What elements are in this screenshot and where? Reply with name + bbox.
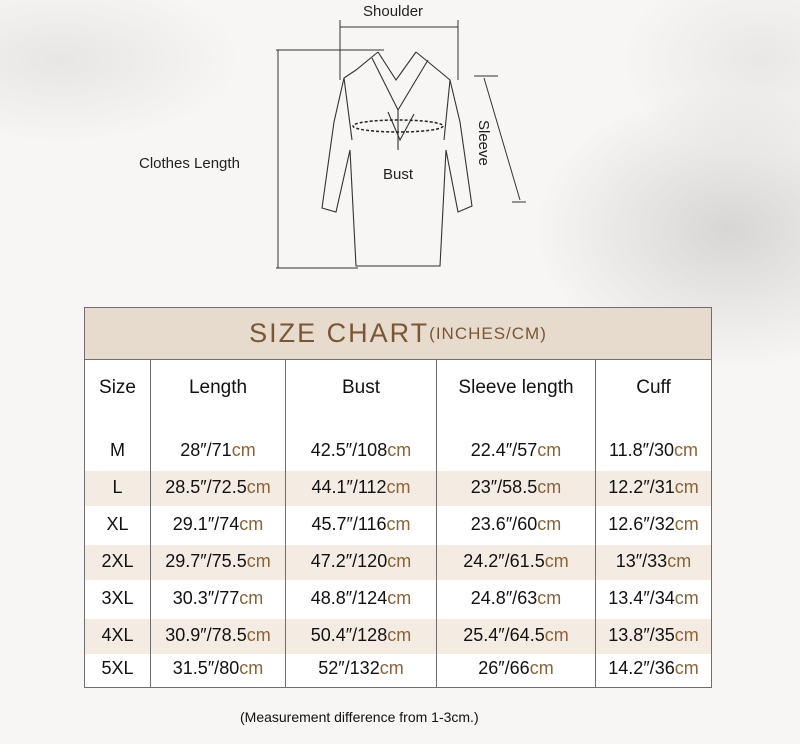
cell-unit: cm bbox=[239, 514, 264, 534]
cell-unit: cm bbox=[387, 440, 412, 460]
table-cell bbox=[437, 506, 595, 543]
cell-unit: cm bbox=[674, 625, 699, 645]
table-cell: 3XL bbox=[101, 588, 134, 608]
table-cell bbox=[596, 469, 711, 506]
table-column-cuff bbox=[596, 360, 711, 687]
table-cell: 2XL bbox=[101, 551, 134, 571]
robe-outline bbox=[322, 52, 472, 266]
table-cell bbox=[286, 469, 436, 506]
cell-value: 13″/33 bbox=[615, 551, 668, 571]
table-column-bust bbox=[286, 360, 437, 687]
table-cell bbox=[286, 432, 436, 469]
cell-unit: cm bbox=[387, 625, 412, 645]
shoulder-label: Shoulder bbox=[363, 3, 424, 20]
table-header-cell: Cuff bbox=[636, 377, 671, 398]
cell-value: 24.8″/63 bbox=[470, 588, 538, 608]
bust-label: Bust bbox=[383, 166, 414, 183]
table-cell bbox=[596, 432, 711, 469]
cell-value: 45.7″/116 bbox=[311, 514, 387, 534]
cell-unit: cm bbox=[379, 658, 404, 678]
table-cell bbox=[437, 617, 595, 654]
table-cell bbox=[151, 580, 285, 617]
table-cell bbox=[596, 543, 711, 580]
table-cell bbox=[286, 617, 436, 654]
cell-unit: cm bbox=[544, 625, 569, 645]
cell-value: 14.2″/36 bbox=[608, 658, 675, 678]
table-column-sleeve bbox=[437, 360, 596, 687]
table-cell bbox=[596, 650, 711, 687]
cell-value: 23.6″/60 bbox=[470, 514, 538, 534]
cell-value: 47.2″/120 bbox=[310, 551, 388, 571]
table-cell bbox=[151, 617, 285, 654]
cell-unit: cm bbox=[387, 551, 412, 571]
cell-value: 52″/132 bbox=[318, 658, 380, 678]
table-cell bbox=[151, 650, 285, 687]
table-cell bbox=[596, 580, 711, 617]
table-header-cell: Bust bbox=[341, 377, 381, 398]
cell-value: 26″/66 bbox=[478, 658, 530, 678]
table-cell bbox=[151, 506, 285, 543]
cell-unit: cm bbox=[537, 588, 562, 608]
cell-unit: cm bbox=[674, 588, 699, 608]
cell-value: 22.4″/57 bbox=[470, 440, 538, 460]
cell-value: 50.4″/128 bbox=[310, 625, 388, 645]
table-cell bbox=[151, 543, 285, 580]
table-cell bbox=[286, 580, 436, 617]
cell-unit: cm bbox=[529, 658, 554, 678]
table-cell: 4XL bbox=[101, 625, 134, 645]
size-chart-title: SIZE CHART bbox=[249, 318, 430, 348]
table-cell: 5XL bbox=[101, 658, 134, 678]
table-header-cell: Sleeve length bbox=[458, 377, 574, 398]
clothes-length-label: Clothes Length bbox=[139, 155, 240, 172]
table-cell bbox=[151, 432, 285, 469]
cell-unit: cm bbox=[667, 551, 692, 571]
table-cell bbox=[596, 617, 711, 654]
cell-value: 30.9″/78.5 bbox=[165, 625, 247, 645]
table-cell bbox=[596, 506, 711, 543]
cell-unit: cm bbox=[246, 477, 271, 497]
cell-unit: cm bbox=[674, 477, 699, 497]
cell-value: 31.5″/80 bbox=[172, 658, 240, 678]
table-cell: L bbox=[112, 477, 123, 497]
cell-value: 44.1″/112 bbox=[311, 477, 387, 497]
cell-value: 24.2″/61.5 bbox=[463, 551, 545, 571]
size-chart-units: (INCHES/CM) bbox=[429, 323, 547, 343]
table-cell bbox=[286, 506, 436, 543]
cell-unit: cm bbox=[239, 658, 264, 678]
table-cell: XL bbox=[106, 514, 129, 534]
cell-value: 12.6″/32 bbox=[608, 514, 675, 534]
table-header-cell: Size bbox=[99, 377, 136, 398]
cell-value: 48.8″/124 bbox=[310, 588, 388, 608]
cell-value: 12.2″/31 bbox=[608, 477, 675, 497]
robe-measurement-diagram bbox=[0, 0, 800, 300]
table-cell bbox=[151, 469, 285, 506]
table-header-cell: Length bbox=[188, 377, 248, 398]
table-cell bbox=[437, 469, 595, 506]
cell-unit: cm bbox=[537, 440, 562, 460]
cell-value: 28″/71 bbox=[180, 440, 232, 460]
cell-unit: cm bbox=[246, 551, 271, 571]
cell-unit: cm bbox=[537, 514, 562, 534]
cell-value: 30.3″/77 bbox=[172, 588, 240, 608]
cell-unit: cm bbox=[239, 588, 264, 608]
cell-unit: cm bbox=[246, 625, 271, 645]
table-cell bbox=[437, 432, 595, 469]
cell-unit: cm bbox=[386, 477, 411, 497]
cell-value: 29.7″/75.5 bbox=[165, 551, 247, 571]
cell-unit: cm bbox=[231, 440, 256, 460]
cell-value: 13.4″/34 bbox=[608, 588, 675, 608]
cell-value: 29.1″/74 bbox=[172, 514, 240, 534]
table-cell bbox=[437, 650, 595, 687]
cell-value: 42.5″/108 bbox=[310, 440, 388, 460]
cell-value: 23″/58.5 bbox=[470, 477, 538, 497]
cell-value: 11.8″/30 bbox=[608, 440, 675, 460]
cell-unit: cm bbox=[674, 658, 699, 678]
cell-value: 13.8″/35 bbox=[608, 625, 675, 645]
cell-unit: cm bbox=[537, 477, 562, 497]
size-chart-table bbox=[84, 307, 712, 688]
table-cell bbox=[286, 650, 436, 687]
size-chart-grid bbox=[85, 360, 711, 687]
table-column-size bbox=[85, 360, 151, 687]
measurement-footnote: (Measurement difference from 1-3cm.) bbox=[240, 709, 479, 725]
table-cell: M bbox=[110, 440, 125, 460]
size-chart-title-bar bbox=[85, 308, 711, 360]
cell-unit: cm bbox=[544, 551, 569, 571]
table-cell bbox=[286, 543, 436, 580]
table-column-length bbox=[151, 360, 286, 687]
table-cell bbox=[437, 543, 595, 580]
length-measure-line bbox=[276, 50, 384, 268]
cell-value: 28.5″/72.5 bbox=[165, 477, 247, 497]
table-cell bbox=[437, 580, 595, 617]
cell-unit: cm bbox=[674, 514, 699, 534]
cell-unit: cm bbox=[387, 588, 412, 608]
cell-unit: cm bbox=[674, 440, 699, 460]
sleeve-label: Sleeve bbox=[475, 120, 492, 166]
cell-unit: cm bbox=[386, 514, 411, 534]
cell-value: 25.4″/64.5 bbox=[463, 625, 545, 645]
